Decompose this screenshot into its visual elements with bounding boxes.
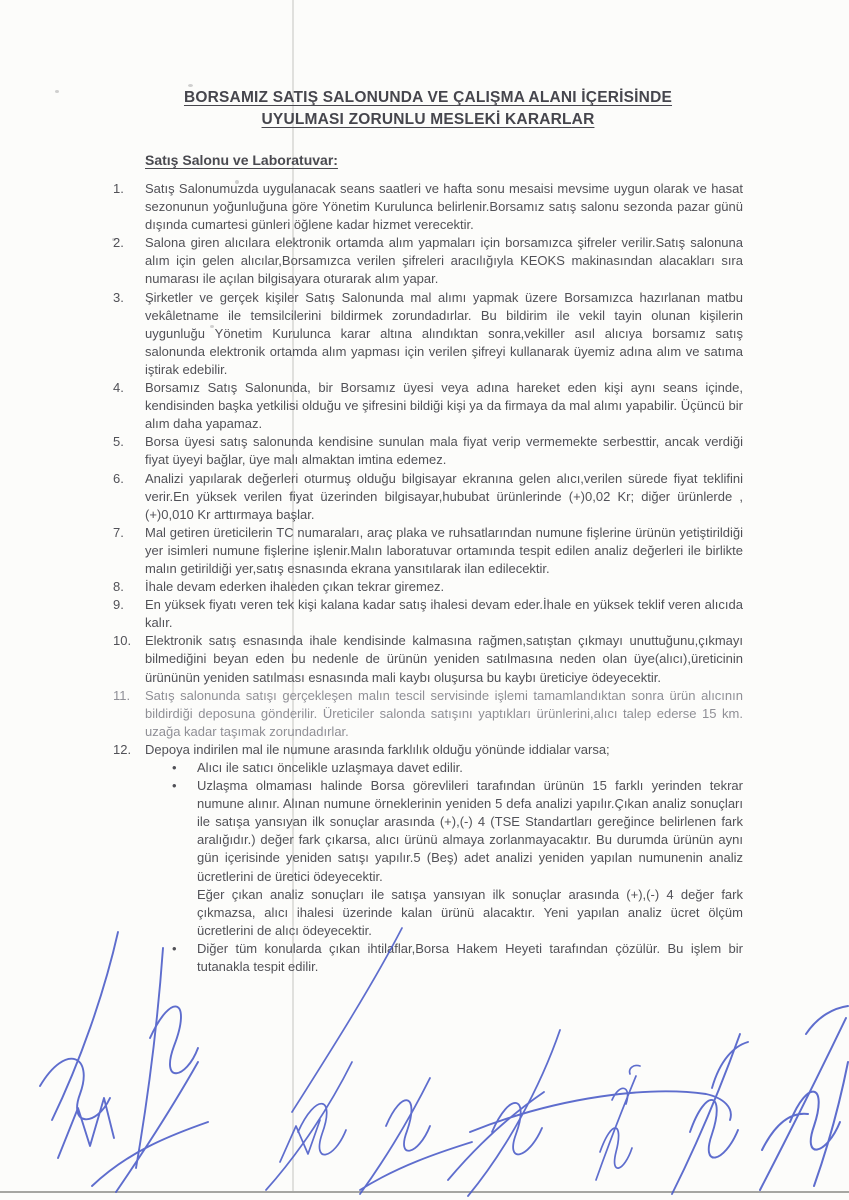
signature-stroke [58,1098,114,1158]
document-title [113,87,743,131]
rule-item-5 [113,433,743,469]
signature-stroke [136,948,163,1168]
bullet-marker: • [172,940,177,956]
title-line-1: BORSAMIZ SATIŞ SALONUNDA VE ÇALIŞMA ALANI İÇERİSİNDE [183,89,673,106]
rule-number: 11. [113,687,131,703]
signature-6 [596,1065,640,1180]
rule-item-7 [113,524,743,578]
rule-text: Şirketler ve gerçek kişiler Satış Salonunda mal alımı yapmak üzere Borsamızca hazırlanan matbu vekâletname ile temsilcilerini bildirmek zorundadırlar. Bu bildirim ile vekil tayin olunan kişilerin uygunluğu Yönetim Kurulunca karar altına alındıktan sonra,vekiller asıl alıcıya borsamız satış salonunda elektronik ortamda alım yapması için verilen şifreyi kullanarak üyemiz adına alım ve satıma iştirak edebilir. [145,289,743,377]
signature-7 [470,1034,748,1194]
rule-item-6 [113,470,743,524]
signature-stroke [672,1034,740,1194]
rule-number: 3. [113,289,124,305]
signature-stroke [470,1091,731,1132]
signature-stroke [40,1059,110,1120]
title-line-2: UYULMASI ZORUNLU MESLEKİ KARARLAR [261,111,595,128]
signature-stroke [360,1142,472,1190]
signature-stroke [92,1122,208,1186]
signature-stroke [116,1062,198,1192]
signature-stroke [150,1006,198,1073]
bullet-text [197,777,743,940]
rule-text: İhale devam ederken ihaleden çıkan tekrar giremez. [145,579,445,595]
rule-number: 7. [113,524,124,540]
signature-stroke [600,1128,632,1168]
bullet-paragraph: Uzlaşma olmaması halinde Borsa görevlileri tarafından ürünün 15 farklı yerinden tekrar numune alınır. Alınan numune örneklerinin yeniden 5 defa analizi yapılır.Çıkan analiz sonuçları ile satışa yansıyan ilk sonuçlar arasında (+),(-) 4 (TSE Standartları gereğince belirlenen fark aralığıdır.) değer fark çıkarsa, alıcı ürünü almaya zorlanmayacaktır. Bu durumda ürünün aynı gün içerisinde yeniden satışı yapılır.5 (Beş) adet analizi yeniden yapılan numunenin analiz ücretlerini de üretici ödeyecektir. [197,778,743,884]
scan-edge-line [0,1191,849,1193]
bullet-paragraph-continuation: Eğer çıkan analiz sonuçları ile satışa yansıyan ilk sonuçlar arasında (+),(-) 4 değer fark çıkmazsa, alıcı ihalesi üzerinde kalan ürünü alacaktır. Yeni yapılan analiz ücret ölçüm ücretlerini de alıcı ödeyecektir. [197,886,743,938]
signature-stroke [690,1100,738,1158]
rule-number: 9. [113,597,124,613]
signature-stroke [298,1104,346,1155]
bullet-text: Alıcı ile satıcı öncelikle uzlaşmaya davet edilir. [197,760,463,775]
rule-number: 6. [113,470,124,486]
rule-item-9 [113,596,743,632]
document-content [113,87,743,976]
signature-stroke [760,1018,846,1190]
signature-stroke [468,1030,560,1196]
rule-item-4 [113,379,743,433]
rule-text: Borsamız Satış Salonunda, bir Borsamız üyesi veya adına hareket eden kişi aynı seans içinde, kendisinden başka yetkilisi olduğu ve şifresini bildiği kişi ya da firmaya da mal alımı yapabilir. Üçüncü bir alım daha yapamaz. [145,380,743,432]
signature-stroke [386,1100,430,1151]
rule-text: Satış salonunda satışı gerçekleşen malın tescil servisinde işlemi tamamlandıktan sonra ürün alıcının bildirdiği deposuna gönderilir. Üreticiler salonda satışını yaptıkları ürünlerini,alıcı talep ederse 15 km. uzağa kadar taşımak zorundadırlar. [145,687,743,739]
rule-item-12 [113,741,743,759]
scan-speckle [55,90,59,93]
rule-text: Depoya indirilen mal ile numune arasında farklılık olduğu yönünde iddialar varsa; [145,741,610,757]
rule-item-11 [113,687,743,741]
bullet-text: Diğer tüm konularda çıkan ihtilaflar,Borsa Hakem Heyeti tarafından çözülür. Bu işlem bir tutanakla tespit edilir. [197,940,743,975]
signature-stroke [630,1065,640,1074]
rule-item-8 [113,578,743,596]
signature-stroke [790,1092,840,1150]
rule-text: Mal getiren üreticilerin TC numaraları, araç plaka ve ruhsatlarından numune fişlerine ürünün yetiştirildiği yer isimleri numune fişlerine işlenir.Malın laboratuvar ortamında tespit edilen analiz değerleri ile birlikte malın getirildiği yer,satış esnasında ekrana yansıtılarak ilan edilecektir. [145,524,743,576]
signature-8 [760,1006,848,1190]
signature-stroke [266,1062,352,1190]
rule-item-1 [113,180,743,234]
section-heading: Satış Salonu ve Laboratuvar: [145,152,338,168]
rule-number: 5. [113,434,124,450]
bullet-marker: • [172,760,177,775]
bullet-marker: • [172,778,177,794]
signature-2 [92,948,208,1192]
signature-stroke [448,1092,544,1180]
rules-list [113,180,743,976]
rule-text: Analizi yapılarak değerleri oturmuş olduğu bilgisayar ekranına gelen alıcı,verilen sürede fiyat teklifini verir.En yüksek verilen fiyat üzerinden bilgisayar,hububat ürünlerinde (+)0,02 Kr; diğer ürünlerde ,(+)0,010 Kr arttırmaya başlar. [145,470,743,522]
signature-1 [40,932,118,1158]
signature-stroke [280,1120,320,1162]
rule-item-2 [113,234,743,288]
rule-text: Borsa üyesi satış salonunda kendisine sunulan mala fiyat verip vermemekte serbesttir, ancak verdiği fiyat üyeyi bağlar, üye malı almaktan imtina edemez. [145,434,743,468]
bullet-item-3 [170,940,743,976]
rule-number: 8. [113,579,124,595]
rule-12-bullets [170,759,743,976]
signature-stroke [492,1103,542,1154]
signature-stroke [612,1088,628,1104]
signature-stroke [806,1006,848,1034]
signature-stroke [762,1114,808,1150]
signature-4 [360,1078,472,1194]
signature-stroke [814,1062,848,1186]
signature-stroke [596,1076,636,1180]
rule-number: 10. [113,633,132,649]
rule-number: 4. [113,380,124,396]
rule-text: Elektronik satış esnasında ihale kendisinde kalmasına rağmen,satıştan çıkmayı unuttuğunu,çıkmayı bilmediğini beyan eden bu nedenle de ürünün yeniden satılmasına neden olan üye(alıcı),üreticinin ürününün yeniden satılması esnasında mali kaybı oluşursa bu kaybı üreticiye ödeyecektir. [145,633,743,685]
rule-number: 12. [113,741,132,757]
rule-text: En yüksek fiyatı veren tek kişi kalana kadar satış ihalesi devam eder.İhale en yüksek teklif veren alıcıda kalır. [145,597,743,631]
signature-5 [448,1030,560,1196]
rule-item-10 [113,632,743,686]
signature-stroke [712,1042,748,1088]
rule-number: 2. [113,235,124,251]
bullet-item-1 [170,759,743,777]
signature-stroke [52,932,118,1120]
signature-stroke [360,1078,430,1194]
bullet-item-2 [170,777,743,940]
rule-text: Satış Salonumuzda uygulanacak seans saatleri ve hafta sonu mesaisi mevsime uygun olarak ve hasat sezonunun yoğunluğuna göre Yönetim Kurulunca belirlenir.Borsamız satış salonu sezonda pazar günü dışında cumartesi günleri öğlene kadar hizmet verecektir. [145,181,743,233]
rule-number: 1. [113,181,124,196]
rule-text: Salona giren alıcılara elektronik ortamda alım yapmaları için borsamızca şifreler verilir.Satış salonuna alım için gelen alıcılar,Borsamızca verilen şifreleri aracılığıyla KEOKS makinasından alacakları sıra numarası ile açılan bilgisayara oturarak alım yapar. [145,235,743,287]
rule-item-3 [113,289,743,379]
